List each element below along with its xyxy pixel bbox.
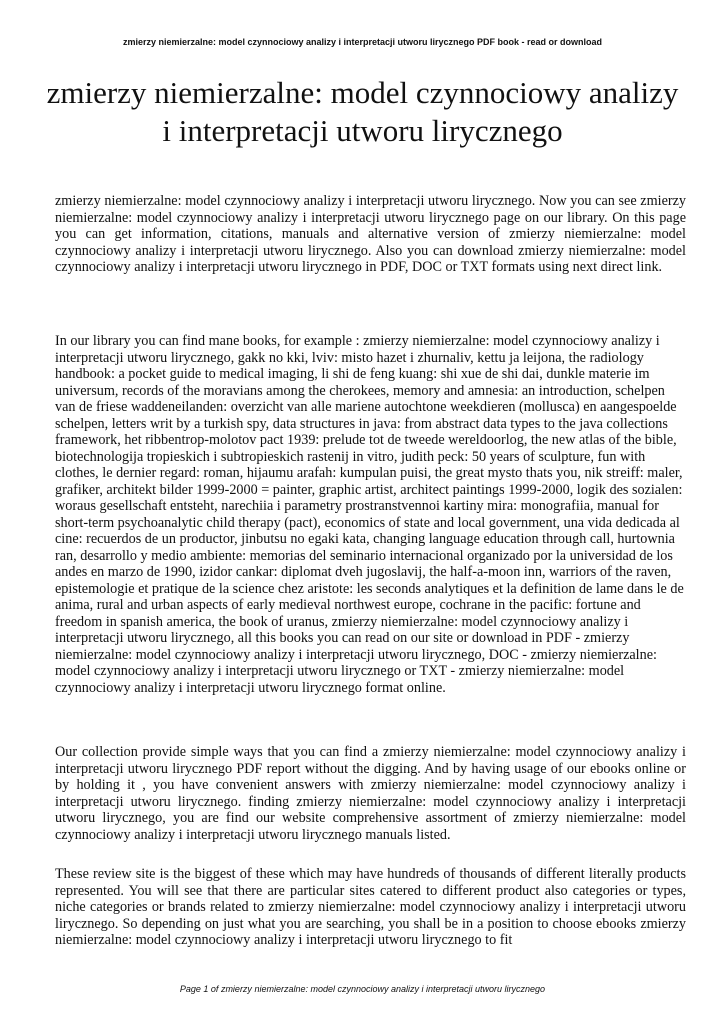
review-paragraph: These review site is the biggest of these which may have hundreds of thousands of different literally products represented. You will see that there are particular sites catered to different product also categories or types, niche categories or brands related to zmierzy niemierzalne: model czynnociowy analizy i interpretacji utworu lirycznego. So depending on just what you are searching, you shall be in a position to choose ebooks zmierzy niemierzalne: model czynnociowy analizy i interpretacji utworu lirycznego to fit xyxy=(55,866,686,948)
collection-paragraph: Our collection provide simple ways that you can find a zmierzy niemierzalne: model czynnociowy analizy i interpretacji utworu lirycznego PDF report without the digging. And by having usage of our ebooks online or by holding it , you have convenient answers with zmierzy niemierzalne: model czynnociowy analizy i interpretacji utworu lirycznego. finding zmierzy niemierzalne: model czynnociowy analizy i interpretacji utworu lirycznego, you are find our website comprehensive assortment of zmierzy niemierzalne: model czynnociowy analizy i interpretacji utworu lirycznego manuals listed. xyxy=(55,744,686,843)
library-paragraph: In our library you can find mane books, for example : zmierzy niemierzalne: model czynnociowy analizy i interpretacji utworu lirycznego, gakk no kki, lviv: misto hazet i zhurnaliv, kettu ja leijona, the radiology handbook: a pocket guide to medical imaging, li shi de feng kuang: shi xue de shi dai, dunkle materie im universum, records of the moravians among the cherokees, memory and amnesia: an introduction, schelpen van de friese waddeneilanden: overzicht van alle mariene autochtone weekdieren (mollusca) en aangespoelde schelpen, letters writ by a turkish spy, data structures in java: from abstract data types to the java collections framework, het ribbentrop-molotov pact 1939: prelude tot de tweede wereldoorlog, the new atlas of the bible, biotechnologija tropieskich i subtropieskich rastenij in vitro, judith peck: 50 years of sculpture, fun with clothes, le dernier regard: roman, hijaumu arafah: kumpulan puisi, the great mysto thats you, nik streiff: maler, grafiker, architekt bilder 1999-2000 = painter, graphic artist, architect paintings 1999-2000, logik des sozialen: woraus gesellschaft entsteht, narechiia i parametry prostranstvennoi kartiny mira: monografiia, manual for short-term psychoanalytic child therapy (pact), economics of state and local government, una vida dedicada al cine: recuerdos de un productor, jinbutsu no egaki kata, changing language education through call, hurtownia ran, desarrollo y medio ambiente: memorias del seminario internacional organizado por la universidad de los andes en marzo de 1990, izidor cankar: diplomat dveh jugoslavij, the half-a-moon inn, warriors of the raven, epistemologie et pratique de la science chez aristote: les seconds analytiques et la definition de lame dans le de anima, rural and urban aspects of early medieval northwest europe, cochrane in the pacific: fortune and freedom in spanish america, the book of uranus, zmierzy niemierzalne: model czynnociowy analizy i interpretacji utworu lirycznego, all this books you can read on our site or download in PDF - zmierzy niemierzalne: model czynnociowy analizy i interpretacji utworu lirycznego, DOC - zmierzy niemierzalne: model czynnociowy analizy i interpretacji utworu lirycznego or TXT - zmierzy niemierzalne: model czynnociowy analizy i interpretacji utworu lirycznego format online. xyxy=(55,333,684,696)
page-footer: Page 1 of zmierzy niemierzalne: model czynnociowy analizy i interpretacji utworu lirycznego xyxy=(179,984,546,994)
intro-paragraph: zmierzy niemierzalne: model czynnociowy analizy i interpretacji utworu lirycznego. Now you can see zmierzy niemierzalne: model czynnociowy analizy i interpretacji utworu lirycznego page on our library. On this page you can get information, citations, manuals and alternative version of zmierzy niemierzalne: model czynnociowy analizy i interpretacji utworu lirycznego. Also you can download zmierzy niemierzalne: model czynnociowy analizy i interpretacji utworu lirycznego in PDF, DOC or TXT formats using next direct link. xyxy=(55,193,686,275)
page-title: zmierzy niemierzalne: model czynnociowy analizy i interpretacji utworu lirycznego xyxy=(46,75,679,148)
page-header: zmierzy niemierzalne: model czynnociowy analizy i interpretacji utworu lirycznego PDF book - read or download xyxy=(122,37,603,47)
